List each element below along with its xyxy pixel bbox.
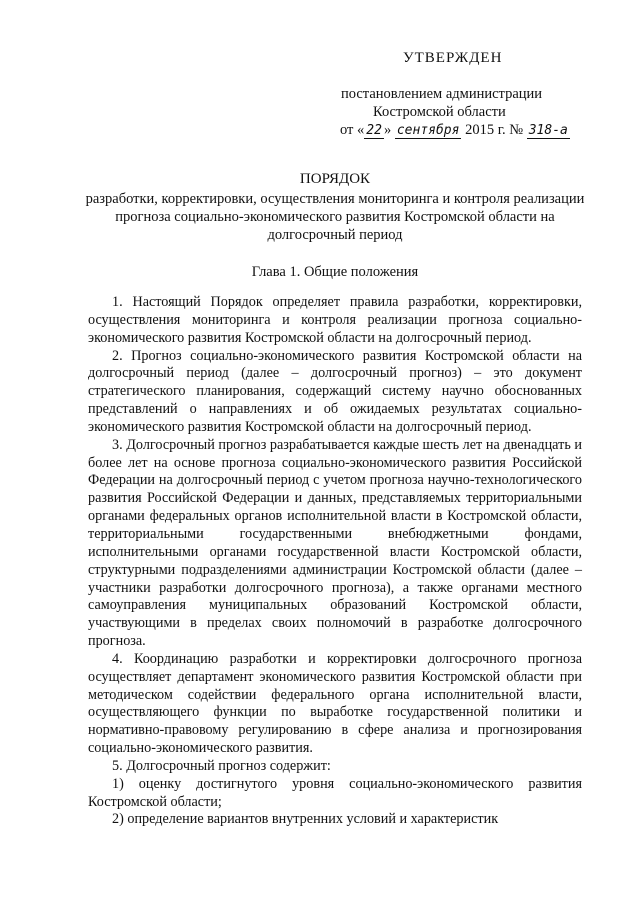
document-subtitle: разработки, корректировки, осуществления мониторинга и контроля реализации прогноза социально-экономического развития Костромской области на долгосрочный период (85, 191, 585, 243)
approval-date-line (340, 122, 570, 139)
approval-line-1: постановлением администрации (341, 86, 543, 102)
handwritten-month: сентября (396, 123, 460, 138)
paragraph: 1) оценку достигнутого уровня социально-экономического развития Костромской области; (88, 775, 582, 810)
chapter-heading: Глава 1. Общие положения (251, 264, 419, 280)
year-text: 2015 г. № (465, 122, 524, 138)
document-title: ПОРЯДОК (299, 171, 371, 187)
document-body (88, 294, 582, 829)
handwritten-day: 22 (366, 123, 382, 138)
approval-line-2: Костромской области (373, 104, 506, 120)
paragraph: 5. Долгосрочный прогноз содержит: (112, 757, 331, 774)
paragraph: 1. Настоящий Порядок определяет правила разработки, корректировки, осуществления мониторинга и контроля реализации прогноза социально-экономического развития Костромской области на долгосрочный период. (88, 294, 582, 346)
date-mid: » (383, 122, 392, 138)
handwritten-number: 318-а (528, 123, 568, 138)
paragraph: 2) определение вариантов внутренних условий и характеристик (112, 811, 499, 828)
date-prefix: от « (340, 122, 365, 138)
paragraph: 2. Прогноз социально-экономического развития Костромской области на долгосрочный период (далее – долгосрочный прогноз) – это документ стратегического планирования, содержащий систему научно обоснованных представлений о направлениях и об ожидаемых результатах социально-экономического развития Костромской области на долгосрочный период. (88, 347, 582, 435)
approval-title: УТВЕРЖДЕН (403, 50, 503, 66)
paragraph: 3. Долгосрочный прогноз разрабатывается каждые шесть лет на двенадцать и более лет на основе прогноза социально-экономического развития Российской Федерации на долгосрочный период с учетом прогноза научно-технологического развития Российской Федерации и данных, представляемых территориальными органами федеральных органов исполнительной власти в Костромской области, территориальными государственными внебюджетными фондами, исполнительными органами государственной власти Костромской области, структурными подразделениями администрации Костромской области (далее – участники разработки долгосрочного прогноза), а также органами местного самоуправления муниципальных образований Костромской области, участвующими в пределах своих полномочий в разработке долгосрочного прогноза. (88, 436, 582, 650)
paragraph: 4. Координацию разработки и корректировки долгосрочного прогноза осуществляет департамент экономического развития Костромской области при методическом содействии федерального органа исполнительной власти, осуществляющего функции по выработке государственной политики и нормативно-правовому регулированию в сфере анализа и прогнозирования социально-экономического развития. (88, 650, 582, 757)
